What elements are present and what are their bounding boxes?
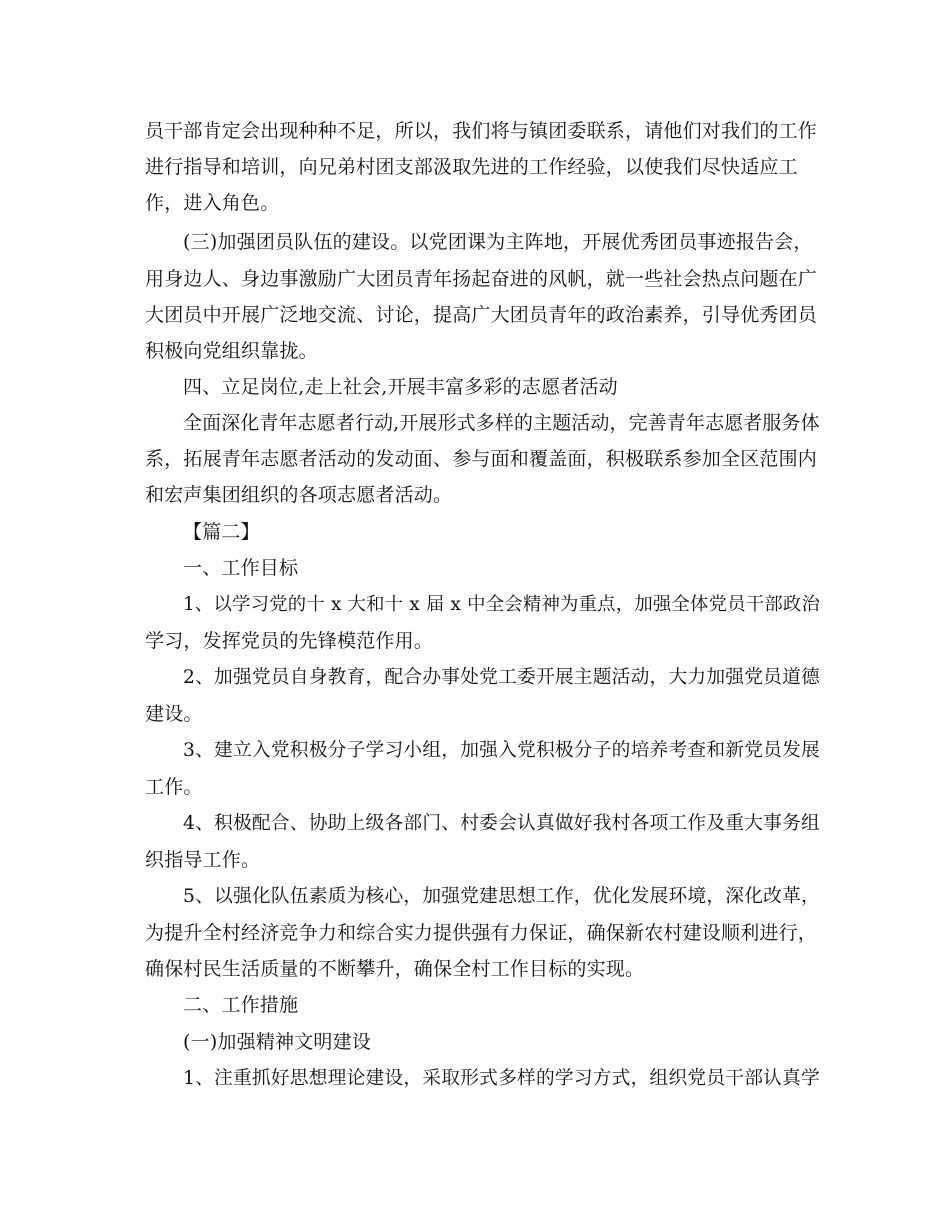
paragraph-start: 全面深化青年志愿者行动,开展形式多样的主题活动，完善青年志愿者服务体 xyxy=(183,412,820,434)
paragraph-start: 4、积极配合、协助上级各部门、村委会认真做好我村各项工作及重大事务组 xyxy=(183,813,820,834)
body-text-line: 学习，发挥党员的先锋模范作用。 xyxy=(145,630,434,652)
paragraph-start: 1、注重抓好思想理论建设，采取形式多样的学习方式，组织党员干部认真学 xyxy=(183,1068,820,1089)
body-text-line: 用身边人、身边事激励广大团员青年扬起奋进的风帆，就一些社会热点问题在广 xyxy=(145,268,818,290)
body-text-line: 工作。 xyxy=(145,776,203,798)
section-heading: 一、工作目标 xyxy=(183,557,299,579)
paragraph-start: (三)加强团员队伍的建设。以党团课为主阵地，开展优秀团员事迹报告会， xyxy=(183,231,813,253)
body-text-line: 积极向党组织靠拢。 xyxy=(145,340,318,362)
body-text-line: 员干部肯定会出现种种不足，所以，我们将与镇团委联系，请他们对我们的工作 xyxy=(145,120,818,142)
body-text-line: 进行指导和培训，向兄弟村团支部汲取先进的工作经验，以使我们尽快适应工 xyxy=(145,156,798,178)
section-heading: 二、工作措施 xyxy=(183,994,299,1016)
section-heading: (一)加强精神文明建设 xyxy=(183,1031,372,1053)
body-text-line: 作，进入角色。 xyxy=(145,192,280,214)
paragraph-start: 1、以学习党的十 x 大和十 x 届 x 中全会精神为重点，加强全体党员干部政治 xyxy=(183,594,821,615)
body-text-line: 大团员中开展广泛地交流、讨论，提高广大团员青年的政治素养，引导优秀团员 xyxy=(145,304,818,326)
part-heading: 【篇二】 xyxy=(183,521,260,543)
body-text-line: 系，拓展青年志愿者活动的发动面、参与面和覆盖面，积极联系参加全区范围内 xyxy=(145,448,818,470)
section-heading: 四、立足岗位,走上社会,开展丰富多彩的志愿者活动 xyxy=(183,376,618,398)
body-text-line: 和宏声集团组织的各项志愿者活动。 xyxy=(145,484,453,506)
body-text-line: 织指导工作。 xyxy=(145,849,261,871)
paragraph-start: 3、建立入党积极分子学习小组，加强入党积极分子的培养考查和新党员发展 xyxy=(183,740,820,761)
paragraph-start: 5、以强化队伍素质为核心，加强党建思想工作，优化发展环境，深化改革， xyxy=(183,886,820,907)
body-text-line: 为提升全村经济竞争力和综合实力提供强有力保证，确保新农村建设顺利进行， xyxy=(145,922,818,944)
body-text-line: 建设。 xyxy=(145,703,203,725)
paragraph-start: 2、加强党员自身教育，配合办事处党工委开展主题活动，大力加强党员道德 xyxy=(183,667,820,688)
body-text-line: 确保村民生活质量的不断攀升，确保全村工作目标的实现。 xyxy=(145,958,645,980)
